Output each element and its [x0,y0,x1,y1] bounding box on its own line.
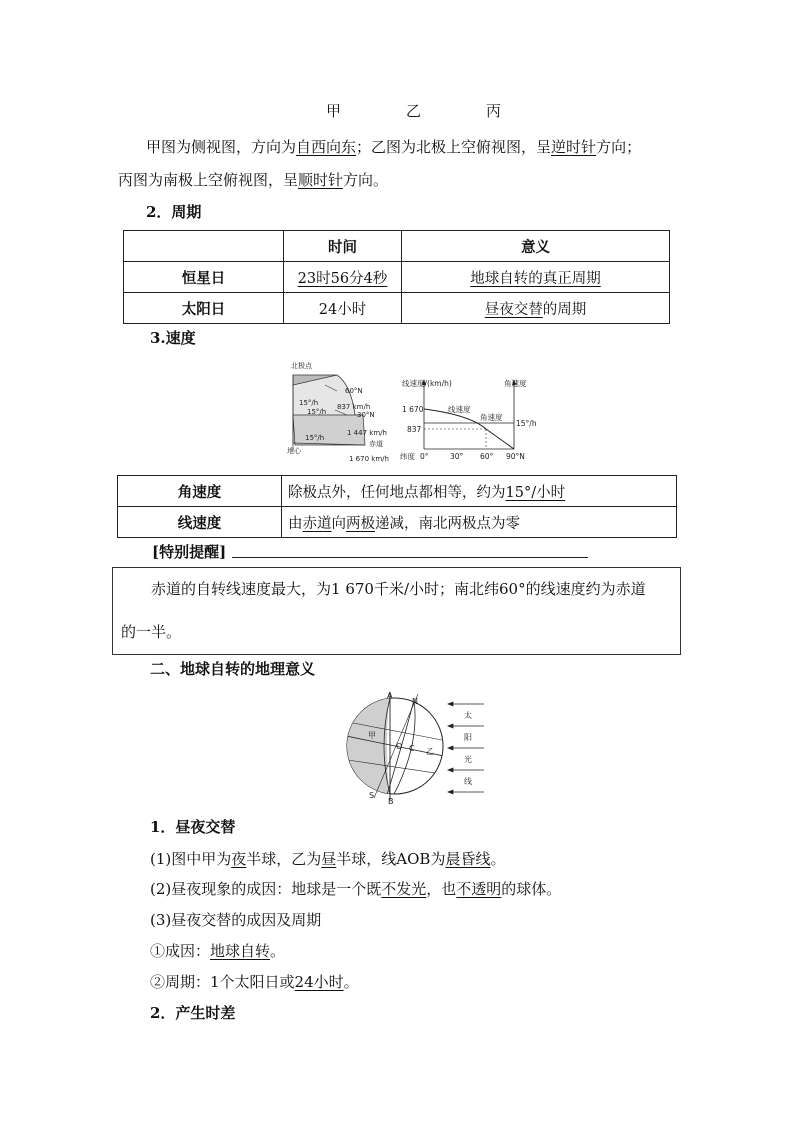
meaning-cell [402,262,670,293]
daynight-line-3: (3)昼夜交替的成因及周期 [150,911,322,929]
meaning-text: 的周期 [542,301,587,318]
text: 半球，线AOB为 [336,850,446,868]
answer-underline: 昼 [321,850,337,868]
reminder-line-1: 赤道的自转线速度最大，为1 670千米/小时；南北纬60°的线速度约为赤道 [151,580,646,598]
text: 。 [270,942,286,960]
v837-label: 837 km/h [337,403,371,411]
globe-label-jia: 甲 [368,731,376,740]
angle-speed-label: 角速度 [480,413,503,422]
sunlight-char: 阳 [464,733,472,742]
w15-label: 15°/h [307,408,327,416]
row-name: 角速度 [118,476,282,507]
daynight-line-1 [150,849,505,869]
reminder-line-2: 的一半。 [121,623,182,641]
text: 。 [490,850,506,868]
graph-ylabel: 线速度/(km/h) [402,379,452,388]
desc-text: 由 [288,515,303,532]
answer-underline: 地球自转 [210,942,271,960]
answer-underline: 15°/小时 [505,484,566,501]
row-desc [282,476,677,507]
globe-label-O: O [396,742,403,751]
reminder-rule [232,557,588,558]
answer-underline: 24小时 [294,973,344,991]
header-cell: 意义 [402,231,670,262]
earth-sector-diagram [285,355,395,467]
daynight-line-2 [150,879,561,899]
answer-underline: 昼夜交替 [484,301,543,318]
row-name: 线速度 [118,507,282,538]
north-pole-label: 北极点 [291,362,312,370]
table-row [124,293,670,324]
globe-label-yi: 乙 [426,747,434,756]
answer-underline: 夜 [231,850,247,868]
sunlight-char: 太 [464,711,472,720]
sunlight-char: 光 [464,755,472,764]
header-cell: 时间 [284,231,402,262]
globe-label-A: A [387,691,393,700]
tick-837: 837 [407,425,422,434]
figure-label-jia: 甲 [326,102,342,120]
intro-text: 方向。 [343,171,389,189]
figure-label-bing: 丙 [486,102,502,120]
globe-daynight-diagram [338,688,498,806]
table-row [124,262,670,293]
row-name: 太阳日 [124,293,284,324]
globe-label-S: S [369,791,375,800]
xtick: 60° [480,452,494,461]
text: ，也 [426,880,457,898]
graph-xlabel: 纬度 [400,452,415,461]
xtick: 90°N [506,452,525,461]
time-cell [284,262,402,293]
answer-underline: 晨昏线 [445,850,491,868]
reminder-title: [特别提醒] [152,543,227,561]
text: (1)图中甲为 [150,850,232,868]
period-heading: 2．周期 [146,203,202,221]
intro-line-2 [118,170,388,190]
xtick: 30° [450,452,464,461]
meaning-cell [402,293,670,324]
answer-underline: 不发光 [381,880,427,898]
reminder-box [112,567,681,655]
w15-label: 15°/h [299,399,319,407]
table-row [118,476,677,507]
speed-heading: 3.速度 [150,329,196,347]
daynight-line-5 [150,972,359,992]
intro-text: 方向； [596,138,642,156]
speed-latitude-graph [400,375,540,465]
figure-label-yi: 乙 [406,102,422,120]
daynight-heading: 1．昼夜交替 [150,818,236,836]
table-row [118,507,677,538]
globe-label-C: C [409,744,415,753]
intro-text: ；乙图为北极上空俯视图，呈 [356,138,552,156]
text: 半球，乙为 [246,850,322,868]
desc-text: 递减，南北两极点为零 [375,515,520,532]
equator-label: 赤道 [369,440,383,448]
globe-label-N: N [412,697,418,706]
answer-underline: 两极 [346,515,375,532]
sunlight-char: 线 [464,777,472,786]
tick-1670: 1 670 [402,405,424,414]
header-cell [124,231,284,262]
v1670-label: 1 670 km/h [349,455,389,463]
v1447-label: 1 447 km/h [347,429,387,437]
text: ①成因： [150,942,211,960]
speed-table [117,475,677,538]
table-header-row [124,231,670,262]
time-cell: 24小时 [284,293,402,324]
daynight-line-4 [150,941,285,961]
intro-line-1 [146,137,641,157]
w15-label: 15°/h [305,434,325,442]
answer-underline: 逆时针 [551,138,597,156]
text: 。 [343,973,359,991]
answer-underline: 顺时针 [298,171,344,189]
answer-underline: 23时56分4秒 [297,270,388,287]
section-heading: 二、地球自转的地理意义 [150,660,316,678]
desc-text: 向 [331,515,346,532]
text: (2)昼夜现象的成因：地球是一个既 [150,880,382,898]
answer-underline: 赤道 [302,515,332,532]
period-table [123,230,670,324]
row-name: 恒星日 [124,262,284,293]
lat60-label: 60°N [345,387,363,395]
answer-underline: 地球自转的真正周期 [470,270,601,287]
center-label: 地心 [287,447,301,455]
answer-underline: 自西向东 [296,138,357,156]
graph-ylabel-right: 角速度 [504,379,527,388]
timediff-heading: 2．产生时差 [150,1004,236,1022]
desc-text: 除极点外，任何地点都相等，约为 [288,484,506,501]
line-speed-label: 线速度 [448,405,471,414]
intro-text: 丙图为南极上空俯视图，呈 [118,171,299,189]
row-desc [282,507,677,538]
globe-label-B: B [388,797,394,806]
lat30-label: 30°N [357,411,375,419]
text: ②周期：1个太阳日或 [150,973,295,991]
answer-underline: 不透明 [456,880,502,898]
intro-text: 甲图为侧视图，方向为 [146,138,297,156]
text: 的球体。 [501,880,562,898]
right-tick-15: 15°/h [516,419,537,428]
xtick: 0° [420,452,429,461]
